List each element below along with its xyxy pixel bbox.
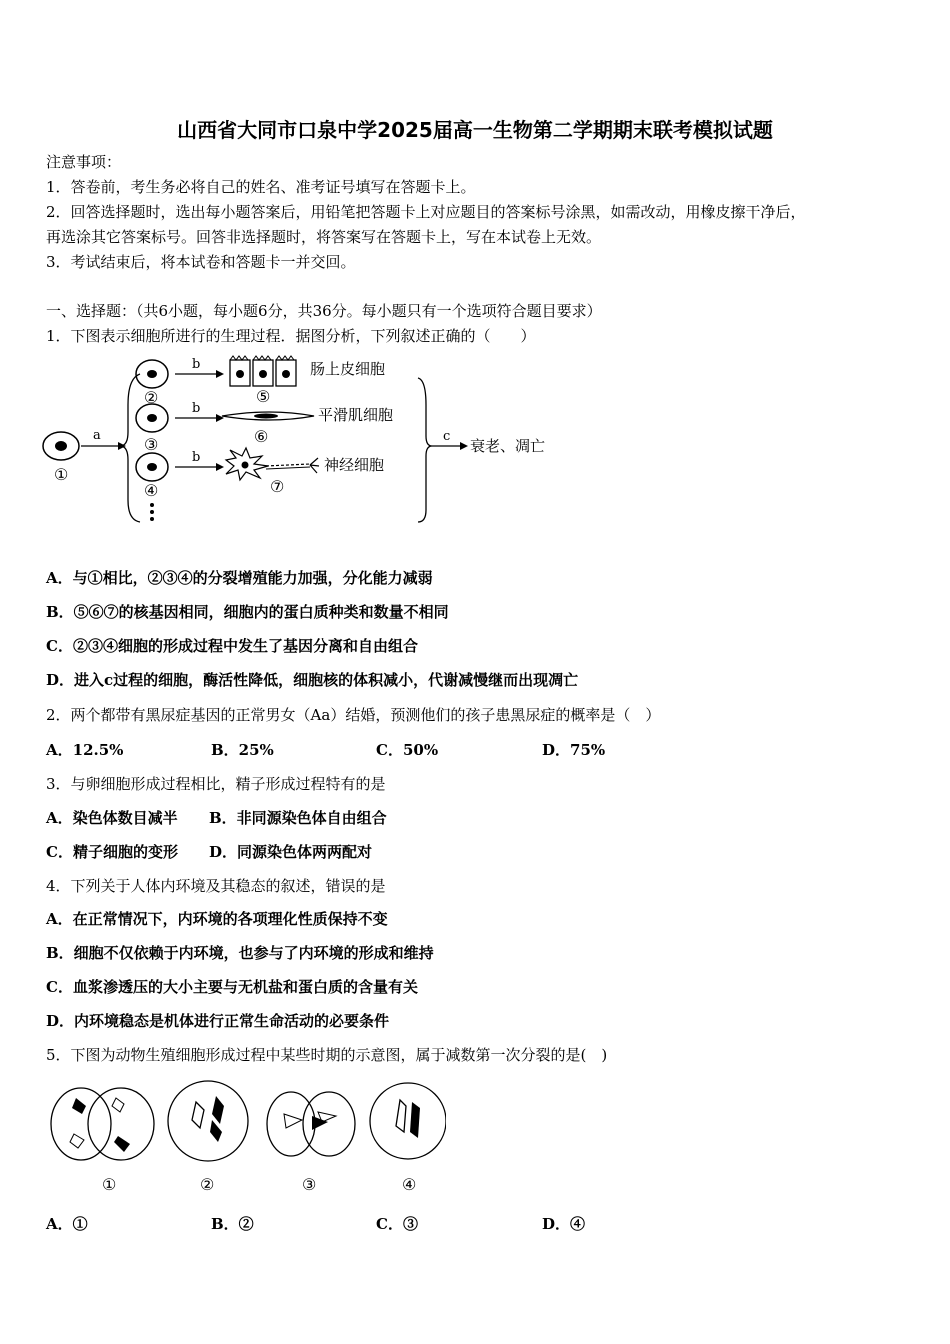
cell-4-icon xyxy=(136,453,168,481)
q1-option-c: C．②③④细胞的形成过程中发生了基因分离和自由组合 xyxy=(46,637,418,655)
notice-heading: 注意事项： xyxy=(46,153,122,171)
q5-option-b: B．② xyxy=(211,1215,254,1233)
q5-option-d: D．④ xyxy=(542,1215,586,1233)
q1-option-b: B．⑤⑥⑦的核基因相同，细胞内的蛋白质种类和数量不相同 xyxy=(46,603,449,621)
cell-type-label: 平滑肌细胞 xyxy=(318,406,394,424)
q4-option-c: C．血浆渗透压的大小主要与无机盐和蛋白质的含量有关 xyxy=(46,978,418,996)
q5-option-a: A．① xyxy=(46,1215,88,1233)
q2-option-c: C．50% xyxy=(376,741,439,759)
label-b: b xyxy=(192,357,201,372)
cell-figure-3-icon xyxy=(267,1092,355,1156)
cell-figure-2-icon xyxy=(168,1081,248,1161)
figure-label: ④ xyxy=(402,1175,417,1194)
label-7: ⑦ xyxy=(270,477,285,496)
page-title: 山西省大同市口泉中学2025届高一生物第二学期期末联考模拟试题 xyxy=(177,118,773,142)
q4-option-d: D．内环境稳态是机体进行正常生命活动的必要条件 xyxy=(46,1012,390,1030)
q5-option-c: C．③ xyxy=(376,1215,418,1233)
label-5: ⑤ xyxy=(256,387,271,406)
label-b: b xyxy=(192,401,201,416)
question-1-stem: 1．下图表示细胞所进行的生理过程．据图分析，下列叙述正确的（ ） xyxy=(46,327,536,345)
label-6: ⑥ xyxy=(254,427,269,446)
label-1: ① xyxy=(54,465,69,484)
q3-option-d: D．同源染色体两两配对 xyxy=(209,843,373,861)
cell-3-icon xyxy=(136,404,168,432)
fate-label: 衰老、凋亡 xyxy=(470,437,546,455)
q2-option-d: D．75% xyxy=(542,741,606,759)
notice-item: 1．答卷前，考生务必将自己的姓名、准考证号填写在答题卡上。 xyxy=(46,178,476,196)
q3-option-a: A．染色体数目减半 xyxy=(46,809,178,827)
notice-item: 再选涂其它答案标号。回答非选择题时，将答案写在答题卡上，写在本试卷上无效。 xyxy=(46,228,602,246)
figure-label: ① xyxy=(102,1175,117,1194)
smooth-muscle-cell-icon xyxy=(222,412,314,420)
q1-option-a: A．与①相比，②③④的分裂增殖能力加强，分化能力减弱 xyxy=(46,569,433,587)
cell-1-icon xyxy=(43,432,79,460)
label-b: b xyxy=(192,450,201,465)
label-2: ② xyxy=(144,388,159,407)
section-heading: 一、选择题：（共6小题，每小题6分，共36分。每小题只有一个选项符合题目要求） xyxy=(46,302,602,320)
notice-item: 3．考试结束后，将本试卷和答题卡一并交回。 xyxy=(46,253,356,271)
notice-item: 2．回答选择题时，选出每小题答案后，用铅笔把答题卡上对应题目的答案标号涂黑，如需改动，用橡皮擦干净后， xyxy=(46,203,806,221)
label-4: ④ xyxy=(144,481,159,500)
figure-label: ② xyxy=(200,1175,215,1194)
cell-figure-1-icon xyxy=(51,1088,154,1160)
label-a: a xyxy=(93,428,101,443)
cell-type-label: 肠上皮细胞 xyxy=(310,360,386,378)
q3-option-c: C．精子细胞的变形 xyxy=(46,843,178,861)
q2-option-a: A．12.5% xyxy=(46,741,124,759)
cell-2-icon xyxy=(136,360,168,388)
q4-option-a: A．在正常情况下，内环境的各项理化性质保持不变 xyxy=(46,910,388,928)
q4-option-b: B．细胞不仅依赖于内环境，也参与了内环境的形成和维持 xyxy=(46,944,434,962)
q2-option-b: B．25% xyxy=(211,741,274,759)
q3-option-b: B．非同源染色体自由组合 xyxy=(209,809,387,827)
meiosis-diagram xyxy=(46,1076,446,1196)
question-5-stem: 5．下图为动物生殖细胞形成过程中某些时期的示意图，属于减数第一次分裂的是( ) xyxy=(46,1046,608,1064)
question-2-stem: 2．两个都带有黑尿症基因的正常男女（Aa）结婚，预测他们的孩子患黑尿症的概率是（ ） xyxy=(46,706,661,724)
question-4-stem: 4．下列关于人体内环境及其稳态的叙述，错误的是 xyxy=(46,877,386,895)
label-3: ③ xyxy=(144,435,159,454)
epithelial-cells-icon xyxy=(230,356,296,386)
cell-differentiation-diagram xyxy=(40,350,580,530)
figure-label: ③ xyxy=(302,1175,317,1194)
label-c: c xyxy=(443,429,451,444)
question-3-stem: 3．与卵细胞形成过程相比，精子形成过程特有的是 xyxy=(46,775,386,793)
q1-option-d: D．进入c过程的细胞，酶活性降低，细胞核的体积减小，代谢减慢继而出现凋亡 xyxy=(46,671,579,689)
cell-figure-4-icon xyxy=(370,1083,446,1159)
cell-type-label: 神经细胞 xyxy=(324,456,385,474)
neuron-icon xyxy=(226,448,319,480)
